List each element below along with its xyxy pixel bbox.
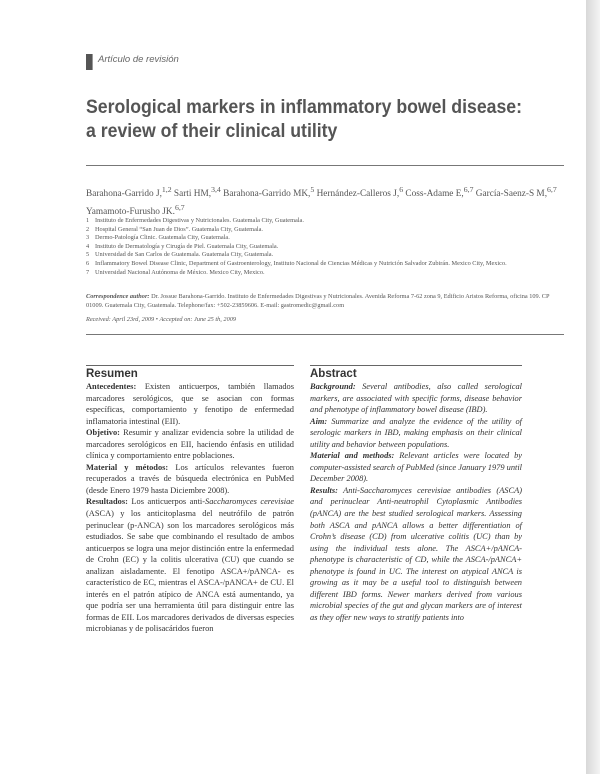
- title-line: Serological markers in inflammatory bowel disease:: [86, 97, 523, 118]
- affiliation-text: Instituto de Enfermedades Digestivas y Nutricionales. Guatemala City, Guatemala.: [95, 217, 304, 224]
- affiliation-item: [86, 226, 564, 235]
- title-line: a review of their clinical utility: [86, 121, 338, 142]
- affiliation-text: Hospital General “San Juan de Dios”. Guatemala City, Guatemala.: [95, 225, 263, 233]
- resumen-paragraph-text: Resumir y analizar evidencia sobre la utilidad de marcadores serológicos en EII, haciendo énfasis en utilidad clínica y comportamiento entre poblaciones.: [86, 428, 294, 461]
- resumen-paragraph-label: Objetivo:: [86, 428, 120, 438]
- affiliation-number: 5: [86, 251, 90, 259]
- resumen-paragraph-text: Los anticuerpos anti-Saccharomyces cerevisiae (ASCA) y los anticitoplasma del neutrófilo de patrón perinuclear (p-ANCA) son los marcadores serológicos más estudiados. Se sabe que combinando el resultado de ambos anticuerpos se logra una mejor distinción entre la enfermedad de Crohn (EC) y la colitis ulcerativa (CU) que cuando se analizan aisladamente. El fenotipo ASCA+/pANCA- es característico de EC, mientras el ASCA-/pANCA+ de CU. El interés en el patrón atípico de ANCA está aumentando, ya que podría ser una herramienta útil para distinguir entre las formas de EII. Los marcadores derivados de diversas especies microbianas y de polisacáridos fueron: [86, 497, 295, 634]
- correspondence-text: Dr. Jossue Barahona-Garrido. Instituto de Enfermedades Digestivas y Nutricionales. Avenida Reforma 7-62 zona 9, Edificio Aristos Reforma, oficina 109. CP 01009. Guatemala City, Guatemala. Telephone/fax: +502-23859606. E-mail: gastromedic@gmail.com: [86, 293, 550, 309]
- affiliation-number: 4: [86, 242, 90, 250]
- affiliation-item: [86, 260, 564, 269]
- affiliation-text: Universidad Nacional Autónoma de México. Mexico City, Mexico.: [95, 268, 265, 276]
- affiliation-text: Inflammatory Bowel Disease Clinic, Department of Gastroenterology, Instituto Nacional de Ciencias Médicas y Nutrición Salvador Zubirán. Mexico City, Mexico.: [95, 259, 507, 267]
- affiliation-text: Universidad de San Carlos de Guatemala. Guatemala City, Guatemala.: [95, 251, 274, 259]
- author-list: Barahona-Garrido J,$^{1,2}$ Sarti HM,$^{3,4}$ Barahona-Garrido MK,$^5$ Hernández-Calleros J,$^6$ Coss-Adame E,$^{6,7}$ García-Saenz-S M,$^{6,7}$ Yamamoto-Furusho JK.$^{6,7}$: [86, 185, 557, 218]
- affiliation-item: [86, 269, 564, 278]
- affiliation-text: Instituto de Dermatología y Cirugía de Piel. Guatemala City, Guatemala.: [95, 242, 279, 250]
- resumen-paragraph-text: Existen anticuerpos, también llamados marcadores serológicos, que se asocian con formas específicas, comportamiento y fenotipo de enfermedad inflamatoria intestinal (EII).: [86, 382, 294, 426]
- article-title: [86, 96, 523, 144]
- correspondence-label: Correspondence author:: [86, 293, 150, 300]
- front-matter-rule: [86, 334, 564, 335]
- resumen-rule: [86, 365, 294, 366]
- resumen-paragraph: [86, 427, 294, 462]
- affiliation-number: 7: [86, 268, 90, 276]
- title-rule: [86, 165, 564, 166]
- received-accepted-dates: Received: April 23rd, 2009 • Accepted on: June 25 th, 2009: [86, 316, 237, 323]
- abstract-paragraph: [310, 416, 522, 451]
- abstract-paragraph: [310, 485, 522, 624]
- resumen-paragraph: [86, 462, 294, 497]
- resumen-paragraph-label: Antecedentes:: [86, 382, 137, 391]
- abstract-paragraph: [310, 450, 522, 485]
- resumen-body: [86, 381, 294, 635]
- abstract-paragraph-text: Anti-Saccharomyces cerevisiae antibodies (ASCA) and perinuclear Anti-neutrophil Cytoplasmic Antibodies (pANCA) are the best studied serological markers. Assessing both ASCA and pANCA allows a better differentiation of Crohn’s disease (CD) from ulcerative colitis (UC) than by using the individual tests alone. The ASCA+/pANCA- phenotype is characteristic of CD, while the ASCA-/pANCA+ phenotype is found in UC. The interest on atypical ANCA is growing as it may be a useful tool to distinguish between different IBD forms. Newer markers derived from various microbial species of the gut and glycan markers are of interest as they offer new ways to stratify patients into: [310, 485, 522, 622]
- affiliation-text: Dermo-Patología Clinic. Guatemala City, Guatemala.: [95, 234, 230, 242]
- abstract-paragraph-label: Aim:: [310, 416, 328, 426]
- resumen-paragraph-label: Material y métodos:: [86, 462, 169, 472]
- abstract-body: [310, 381, 522, 623]
- abstract-heading: Abstract: [310, 368, 357, 380]
- resumen-heading: Resumen: [86, 368, 138, 380]
- affiliation-item: [86, 217, 564, 226]
- abstract-paragraph-text: Summarize and analyze the evidence of the utility of serologic markers in IBD, making emphasis on their clinical utility and behavior between populations.: [310, 416, 522, 449]
- abstract-paragraph-label: Material and methods:: [310, 451, 395, 461]
- abstract-paragraph: [310, 381, 522, 416]
- affiliation-item: [86, 234, 564, 243]
- section-divider: [92, 54, 93, 70]
- affiliation-number: 2: [86, 225, 90, 233]
- abstract-paragraph-text: Relevant articles were located by computer-assisted search of PubMed (since January 1979 until December 2008).: [310, 451, 522, 484]
- affiliation-number: 3: [86, 234, 90, 242]
- resumen-paragraph-text: Los artículos relevantes fueron recuperados a través de búsqueda electrónica en PubMed (desde Enero 1979 hasta Diciembre 2008).: [86, 462, 294, 495]
- page-edge-shadow: [586, 0, 600, 774]
- abstract-rule: [310, 365, 522, 366]
- correspondence: [86, 293, 560, 310]
- resumen-paragraph: [86, 496, 294, 635]
- abstract-paragraph-label: Results:: [310, 485, 338, 495]
- resumen-paragraph: [86, 381, 294, 427]
- section-label: Artículo de revisión: [98, 54, 179, 65]
- affiliation-list: [86, 217, 564, 277]
- affiliation-item: [86, 243, 564, 252]
- abstract-paragraph-label: Background:: [310, 382, 356, 391]
- affiliation-item: [86, 251, 564, 260]
- abstract-paragraph-text: Several antibodies, also called serological markers, are associated with specific forms, disease behavior and phenotype of inflammatory bowel disease (IBD).: [310, 382, 522, 415]
- resumen-paragraph-label: Resultados:: [86, 497, 128, 507]
- affiliation-number: 1: [86, 217, 90, 224]
- affiliation-number: 6: [86, 259, 90, 267]
